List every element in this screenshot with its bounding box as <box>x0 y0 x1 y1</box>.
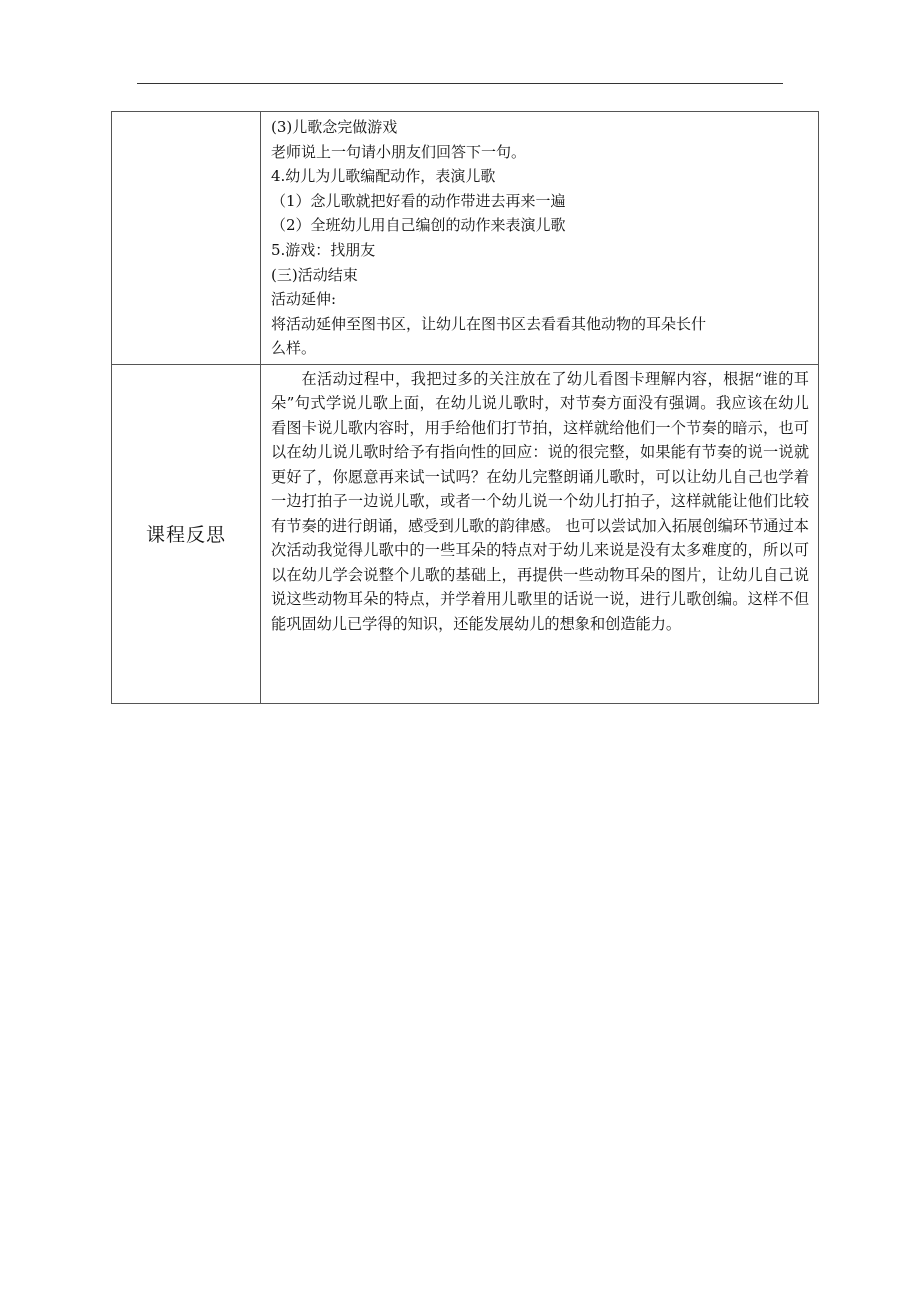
activity-line: 4.幼儿为儿歌编配动作，表演儿歌 <box>271 167 496 186</box>
activity-line: (三)活动结束 <box>271 265 358 284</box>
activity-line: 活动延伸: <box>271 290 337 309</box>
activity-content-cell <box>261 112 819 365</box>
activity-label-cell <box>112 112 261 365</box>
activity-line: 么样。 <box>271 339 317 358</box>
header-rule <box>137 83 783 84</box>
activity-line: 将活动延伸至图书区，让幼儿在图书区去看看其他动物的耳朵长什 <box>271 314 707 333</box>
activity-line: （2）全班幼儿用自己编创的动作来表演儿歌 <box>271 216 566 235</box>
reflection-label: 课程反思 <box>112 364 261 703</box>
activity-line: (3)儿歌念完做游戏 <box>271 118 398 136</box>
activity-process-row <box>112 112 819 365</box>
activity-line: 5.游戏：找朋友 <box>271 240 376 259</box>
reflection-text: 在活动过程中，我把过多的关注放在了幼儿看图卡理解内容，根据“谁的耳朵”句式学说儿歌上面，在幼儿说儿歌时，对节奏方面没有强调。我应该在幼儿看图卡说儿歌内容时，用手给他们打节拍，这样就给他们一个节奏的暗示，也可以在幼儿说儿歌时给予有指向性的回应：说的很完整，如果能有节奏的说一说就更好了，你愿意再来试一试吗？在幼儿完整朗诵儿歌时，可以让幼儿自己也学着一边打拍子一边说儿歌，或者一个幼儿说一个幼儿打拍子，这样就能让他们比较有节奏的进行朗诵，感受到儿歌的韵律感。 也可以尝试加入拓展创编环节通过本次活动我觉得儿歌中的一些耳朵的特点对于幼儿来说是没有太多难度的，所以可以在幼儿学会说整个儿歌的基础上，再提供一些动物耳朵的图片，让幼儿自己说说这些动物耳朵的特点，并学着用儿歌里的话说一说，进行儿歌创编。这样不但能巩固幼儿已学得的知识，还能发展幼儿的想象和创造能力。 <box>271 369 809 633</box>
reflection-content-cell <box>261 364 819 703</box>
reflection-row <box>112 364 819 703</box>
activity-line: 老师说上一句请小朋友们回答下一句。 <box>271 142 527 161</box>
activity-line: （1）念儿歌就把好看的动作带进去再来一遍 <box>271 191 566 210</box>
lesson-plan-table <box>111 111 819 704</box>
